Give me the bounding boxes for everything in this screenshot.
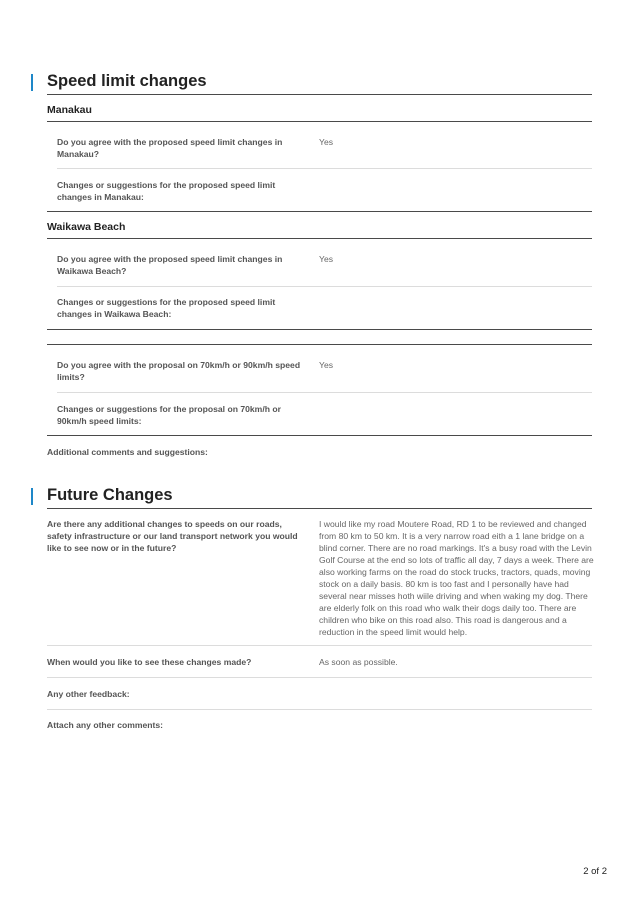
question-when-changes: When would you like to see these changes made?	[47, 657, 252, 667]
divider	[47, 435, 592, 436]
answer-additional-changes: I would like my road Moutere Road, RD 1 to be reviewed and changed from 80 km to 50 km. It is a very narrow road eith a 1 lane bridge on a blind corner. There are no road markings. It's a busy road with the Levin Golf Course at the end so lots of traffic all day, 7 days a week. There are also working farms on the road do stock trucks, tractors, quads, moving stock on a daily basis. 80 km is too fast and I personally have had several near misses hoth wiile driving and when waking my dog. There are elderly folk on this road who walk their dogs daily too. There are children who bike on this road also. This road is dangerous and a reduction in the speed limit would help.	[319, 519, 594, 637]
divider	[47, 121, 592, 122]
question-additional-changes: Are there any additional changes to speeds on our roads, safety infrastructure or our land transport network you would like to see now or in the future?	[47, 519, 298, 553]
answer-speed-limits-agree: Yes	[319, 360, 334, 370]
subsection-heading-manakau: Manakau	[47, 104, 92, 116]
label-other-feedback: Any other feedback:	[47, 689, 130, 699]
divider	[47, 211, 592, 212]
subsection-heading-waikawa-beach: Waikawa Beach	[47, 221, 126, 233]
divider	[47, 238, 592, 239]
question-waikawa-suggestions: Changes or suggestions for the proposed speed limit changes in Waikawa Beach:	[57, 297, 276, 319]
section-title: Future Changes	[47, 486, 173, 504]
divider	[47, 94, 592, 95]
divider	[47, 329, 592, 330]
divider	[47, 508, 592, 509]
section-title: Speed limit changes	[47, 72, 207, 90]
question-waikawa-agree: Do you agree with the proposed speed limit changes in Waikawa Beach?	[57, 254, 283, 276]
divider	[57, 286, 592, 287]
divider	[47, 645, 592, 646]
section-accent-bar	[31, 74, 33, 91]
label-attach-comments: Attach any other comments:	[47, 720, 164, 730]
answer-when-changes: As soon as possible.	[319, 657, 398, 667]
label-additional-comments: Additional comments and suggestions:	[47, 447, 208, 457]
question-manakau-agree: Do you agree with the proposed speed limit changes in Manakau?	[57, 137, 283, 159]
question-speed-limits-suggestions: Changes or suggestions for the proposal on 70km/h or 90km/h speed limits:	[57, 404, 281, 426]
question-manakau-suggestions: Changes or suggestions for the proposed speed limit changes in Manakau:	[57, 180, 276, 202]
section-accent-bar	[31, 488, 33, 505]
divider	[57, 168, 592, 169]
answer-manakau-agree: Yes	[319, 137, 334, 147]
answer-waikawa-agree: Yes	[319, 254, 334, 264]
question-speed-limits-agree: Do you agree with the proposal on 70km/h or 90km/h speed limits?	[57, 360, 301, 382]
page-number: 2 of 2	[583, 866, 607, 877]
divider	[47, 677, 592, 678]
divider	[47, 709, 592, 710]
divider	[57, 392, 592, 393]
divider	[47, 344, 592, 345]
